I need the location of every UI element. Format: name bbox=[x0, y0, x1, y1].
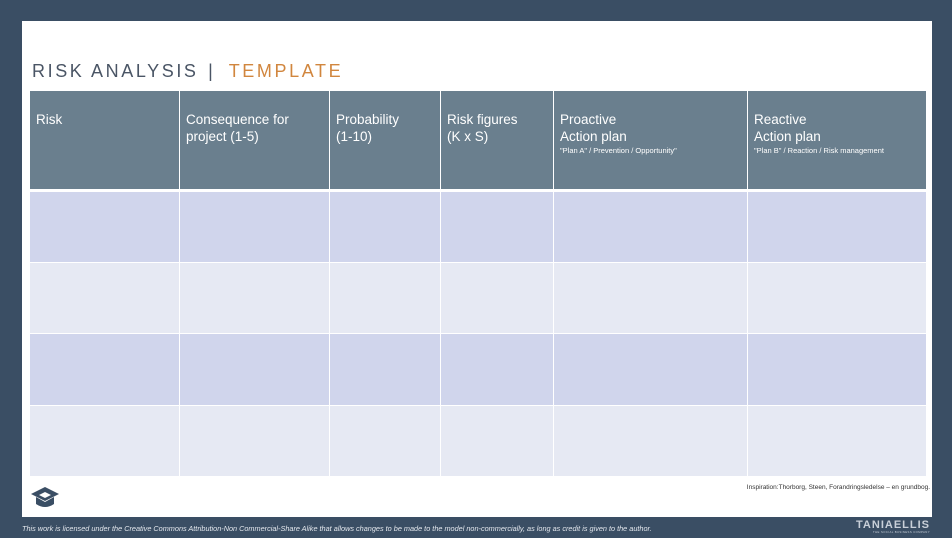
brand-logo bbox=[856, 520, 930, 534]
header-risk: Risk bbox=[30, 91, 180, 191]
table-cell[interactable] bbox=[30, 262, 180, 334]
table-cell[interactable] bbox=[748, 334, 927, 406]
table-cell[interactable] bbox=[748, 191, 927, 263]
table-row bbox=[30, 334, 927, 406]
page-title bbox=[32, 61, 343, 82]
table-cell[interactable] bbox=[180, 334, 330, 406]
table-cell[interactable] bbox=[554, 262, 748, 334]
brand-tagline: THE SOCIAL BUSINESS COMPANY bbox=[873, 530, 930, 534]
table-cell[interactable] bbox=[180, 191, 330, 263]
header-probability: Probability (1-10) bbox=[330, 91, 441, 191]
table-cell[interactable] bbox=[748, 262, 927, 334]
title-main: RISK ANALYSIS bbox=[32, 61, 199, 81]
table-header-row bbox=[30, 91, 927, 191]
table-cell[interactable] bbox=[30, 191, 180, 263]
inspiration-credit: Inspiration:Thorborg, Steen, Forandringsledelse – en grundbog. bbox=[746, 484, 930, 491]
table-row bbox=[30, 262, 927, 334]
header-proactive-plan: Proactive Action plan "Plan A" / Prevention / Opportunity" bbox=[554, 91, 748, 191]
graduation-cap-icon bbox=[30, 485, 60, 511]
table-row bbox=[30, 191, 927, 263]
table-cell[interactable] bbox=[554, 334, 748, 406]
header-reactive-sub: "Plan B" / Reaction / Risk management bbox=[754, 146, 884, 155]
table-cell[interactable] bbox=[441, 191, 554, 263]
table-cell[interactable] bbox=[30, 405, 180, 477]
title-separator: | bbox=[208, 61, 216, 81]
slide bbox=[22, 21, 932, 517]
header-consequence: Consequence for project (1-5) bbox=[180, 91, 330, 191]
table-cell[interactable] bbox=[330, 405, 441, 477]
brand-name: TANIAELLIS bbox=[856, 519, 930, 531]
license-text: This work is licensed under the Creative Commons Attribution-Non Commercial-Share Alike that allows changes to be made to the model non-commercially, as long as credit is given to the author. bbox=[22, 524, 652, 533]
table-cell[interactable] bbox=[748, 405, 927, 477]
table-cell[interactable] bbox=[441, 405, 554, 477]
table-row bbox=[30, 405, 927, 477]
table-cell[interactable] bbox=[554, 405, 748, 477]
header-risk-figures: Risk figures (K x S) bbox=[441, 91, 554, 191]
table-cell[interactable] bbox=[441, 334, 554, 406]
table-cell[interactable] bbox=[330, 334, 441, 406]
title-accent: TEMPLATE bbox=[228, 61, 344, 81]
table-cell[interactable] bbox=[441, 262, 554, 334]
table-cell[interactable] bbox=[180, 262, 330, 334]
header-reactive-plan: Reactive Action plan "Plan B" / Reaction / Risk management bbox=[748, 91, 927, 191]
table-cell[interactable] bbox=[30, 334, 180, 406]
header-proactive-sub: "Plan A" / Prevention / Opportunity" bbox=[560, 146, 677, 155]
table-cell[interactable] bbox=[330, 262, 441, 334]
table-cell[interactable] bbox=[180, 405, 330, 477]
risk-table bbox=[29, 90, 927, 477]
table-cell[interactable] bbox=[330, 191, 441, 263]
table-cell[interactable] bbox=[554, 191, 748, 263]
